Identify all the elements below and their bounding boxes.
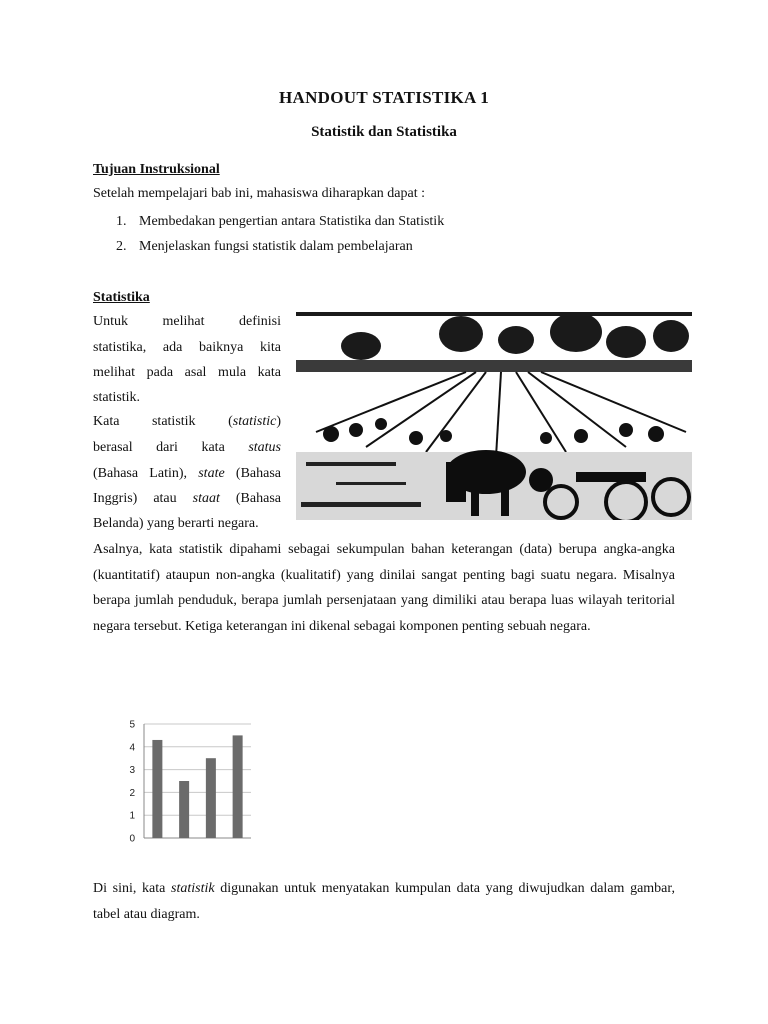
text-run: (Bahasa Latin), [93, 466, 199, 481]
closing-paragraph [93, 876, 675, 927]
chart-bar [179, 781, 189, 838]
text-run: digunakan untuk menyatakan kumpulan data yang diwujudkan dalam gambar, tabel atau diagram. [93, 881, 675, 922]
italic-term: staat [192, 491, 220, 506]
text-run: berasal dari kata [93, 440, 249, 455]
text-run: Inggris) atau [93, 491, 193, 506]
chart-y-ticks [129, 720, 135, 845]
list-item: Membedakan pengertian antara Statistika dan Statistik [139, 214, 445, 229]
italic-term: state [198, 466, 225, 481]
objectives-heading: Tujuan Instruksional [93, 162, 220, 177]
body-line: Belanda) yang berarti negara. [93, 516, 259, 531]
italic-term: status [248, 440, 281, 455]
historical-artillery-illustration [296, 312, 692, 520]
italic-term: statistik [171, 881, 215, 896]
body-line [93, 491, 281, 507]
text-run: (Bahasa [224, 466, 281, 481]
body-paragraph: Asalnya, kata statistik dipahami sebagai sekumpulan bahan keterangan (data) berupa angka-angka (kuantitatif) ataupun non-angka (kualitatif) yang dinilai sangat penting bagi suatu negara. Misalnya berapa jumlah penduduk, berapa jumlah persenjataan yang dimiliki atau berapa luas wilayah teritorial negara tersebut. Ketiga keterangan ini dikenal sebagai komponen penting sebuah negara. [93, 542, 675, 634]
objectives-intro: Setelah mempelajari bab ini, mahasiswa diharapkan dapat : [93, 186, 425, 201]
document-title: HANDOUT STATISTIKA 1 [278, 88, 490, 107]
text-run: ) [276, 414, 281, 429]
statistika-heading: Statistika [93, 290, 150, 305]
y-tick-label: 1 [129, 810, 135, 822]
body-line: statistika, ada baiknya kita [93, 340, 281, 355]
chart-bar [206, 758, 216, 838]
document-subtitle: Statistik dan Statistika [311, 124, 457, 140]
body-line [93, 440, 281, 456]
body-line [93, 466, 281, 482]
y-tick-label: 4 [129, 742, 135, 754]
list-item: Menjelaskan fungsi statistik dalam pembelajaran [139, 239, 413, 254]
y-tick-label: 5 [129, 719, 135, 731]
text-run: (Bahasa [219, 491, 281, 506]
illustration-svg [296, 312, 692, 520]
italic-term: statistic [232, 414, 277, 429]
body-line: Untuk melihat definisi [93, 314, 281, 329]
chart-bar [233, 735, 243, 838]
y-tick-label: 0 [129, 833, 135, 845]
chart-bars [152, 735, 242, 838]
body-line: melihat pada asal mula kata [93, 365, 281, 380]
list-item-number: 1. [116, 214, 127, 229]
body-line: statistik. [93, 390, 141, 405]
text-run: Di sini, kata [93, 881, 171, 896]
y-tick-label: 3 [129, 765, 135, 777]
text-run: Kata statistik ( [93, 414, 233, 429]
list-item-number: 2. [116, 239, 127, 254]
y-tick-label: 2 [129, 787, 135, 799]
bar-chart [120, 712, 270, 852]
body-line [93, 414, 281, 430]
chart-bar [152, 740, 162, 838]
